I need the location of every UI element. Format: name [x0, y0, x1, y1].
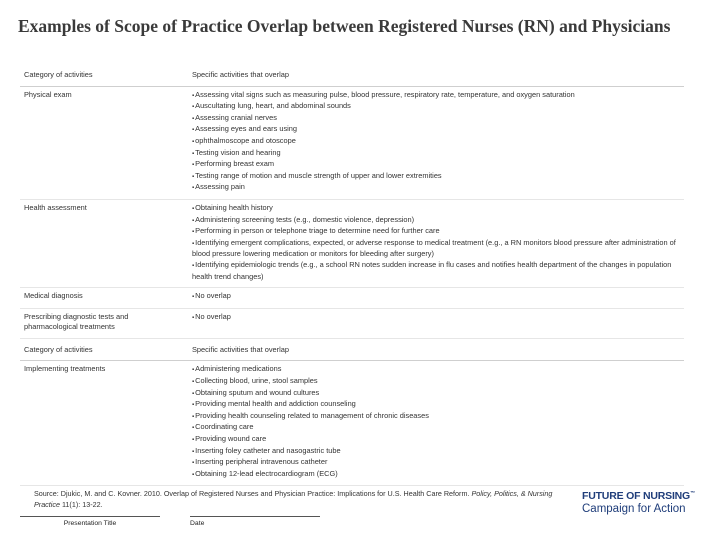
activities-cell [188, 86, 684, 199]
activity-item: ▪ Providing wound care [192, 434, 680, 446]
activity-item: ▪ Inserting foley catheter and nasogastric tube [192, 446, 680, 458]
source-volume: 11(1): 13-22. [61, 500, 103, 509]
logo-line1: FUTURE OF NURSING [582, 490, 691, 502]
activities-cell [188, 361, 684, 486]
category-cell: Implementing treatments [20, 361, 188, 486]
table-row [20, 361, 684, 486]
page-title: Examples of Scope of Practice Overlap between Registered Nurses (RN) and Physicians [18, 16, 671, 36]
logo-trademark: ™ [690, 490, 695, 497]
activity-item: ▪ Providing health counseling related to management of chronic diseases [192, 411, 680, 423]
activity-list [192, 364, 680, 480]
footer-presentation-title: Presentation Title [20, 516, 160, 527]
activity-item: ▪ Testing vision and hearing [192, 148, 680, 160]
activity-list [192, 291, 680, 303]
activity-item: ▪ Assessing eyes and ears using [192, 124, 680, 136]
activity-item: ▪ Identifying emergent complications, expected, or adverse response to medical treatment (e.g., a RN monitors blood pressure after administration of blood pressure lowering medication or monitors for bleeding after surgery) [192, 238, 680, 260]
activity-list [192, 312, 680, 324]
scope-overlap-table [20, 68, 684, 486]
activity-item: ▪ Inserting peripheral intravenous catheter [192, 457, 680, 469]
header-category: Category of activities [20, 68, 188, 86]
activity-item: ▪ Providing mental health and addiction counseling [192, 399, 680, 411]
activity-item: ▪ Obtaining sputum and wound cultures [192, 388, 680, 400]
activity-item: ▪ Collecting blood, urine, stool samples [192, 376, 680, 388]
activities-cell [188, 199, 684, 287]
category-cell: Physical exam [20, 86, 188, 199]
header-category: Category of activities [20, 338, 188, 361]
category-cell: Prescribing diagnostic tests and pharmacological treatments [20, 308, 188, 338]
table-row [20, 86, 684, 199]
activity-item: ▪ No overlap [192, 312, 680, 324]
header-activities: Specific activities that overlap [188, 68, 684, 86]
activity-item: ▪ Obtaining health history [192, 203, 680, 215]
footer-date: Date [190, 516, 320, 527]
activity-item: ▪ Testing range of motion and muscle strength of upper and lower extremities [192, 171, 680, 183]
activity-item: ▪ Obtaining 12-lead electrocardiogram (ECG) [192, 469, 680, 481]
source-citation [34, 488, 574, 510]
future-of-nursing-logo [582, 490, 710, 515]
activity-item: ▪ Coordinating care [192, 422, 680, 434]
activity-item: ▪ No overlap [192, 291, 680, 303]
activity-list [192, 203, 680, 282]
category-cell: Health assessment [20, 199, 188, 287]
activity-list [192, 90, 680, 194]
activity-item: ▪ Auscultating lung, heart, and abdominal sounds [192, 101, 680, 113]
source-text: Source: Djukic, M. and C. Kovner. 2010. Overlap of Registered Nurses and Physician Practice: Implications for U.S. Health Care Reform. [34, 489, 470, 498]
header-activities: Specific activities that overlap [188, 338, 684, 361]
table-row [20, 288, 684, 309]
table-row [20, 308, 684, 338]
activity-item: ▪ Performing in person or telephone triage to determine need for further care [192, 226, 680, 238]
category-cell: Medical diagnosis [20, 288, 188, 309]
activity-item: ▪ Assessing pain [192, 182, 680, 194]
activity-item: ▪ Administering medications [192, 364, 680, 376]
activity-item: ▪ Assessing vital signs such as measuring pulse, blood pressure, respiratory rate, temperature, and oxygen saturation [192, 90, 680, 102]
activity-item: ▪ Administering screening tests (e.g., domestic violence, depression) [192, 215, 680, 227]
activities-cell [188, 288, 684, 309]
table-header-row [20, 338, 684, 361]
table-header-row [20, 68, 684, 86]
activity-item: ▪ Performing breast exam [192, 159, 680, 171]
source-journal: Policy, Politics, & Nursing Practice [34, 489, 553, 509]
logo-line2: Campaign for Action [582, 503, 686, 515]
activity-item: ▪ Assessing cranial nerves [192, 113, 680, 125]
activity-item: ▪ Identifying epidemiologic trends (e.g., a school RN notes sudden increase in flu cases and notifies health department of the changes in population health trend changes) [192, 260, 680, 282]
activity-item: ▪ ophthalmoscope and otoscope [192, 136, 680, 148]
table-row [20, 199, 684, 287]
activities-cell [188, 308, 684, 338]
